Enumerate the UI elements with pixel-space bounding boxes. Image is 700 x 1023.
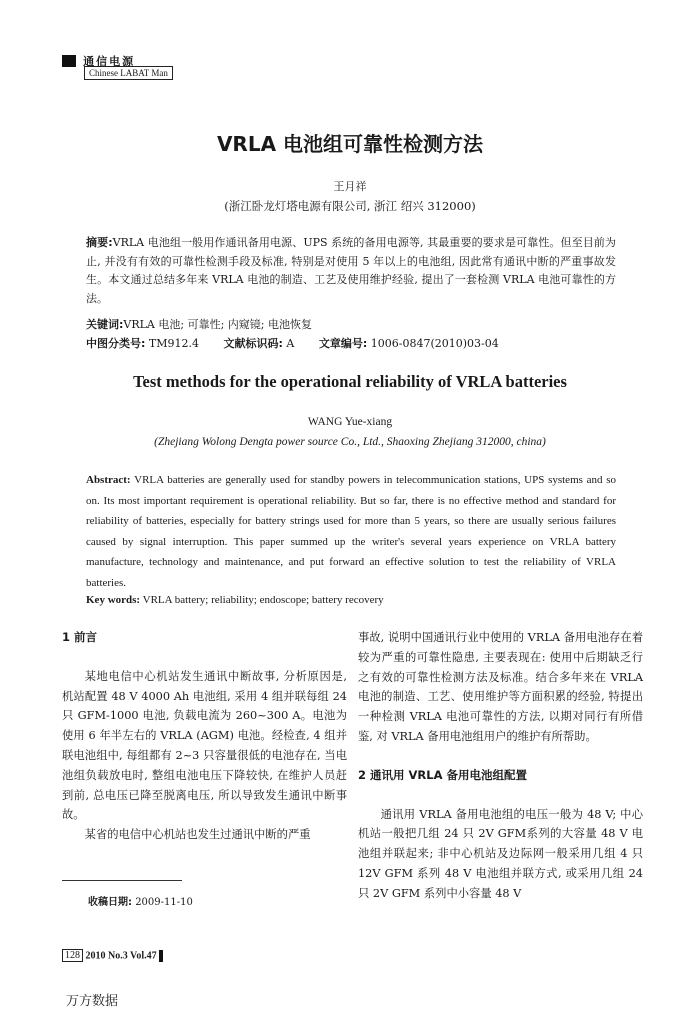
keywords-cn-label: 关键词: — [86, 318, 124, 331]
title-en: Test methods for the operational reliability of VRLA batteries — [133, 372, 567, 391]
keywords-en-text: VRLA battery; reliability; endoscope; battery recovery — [142, 594, 384, 606]
watermark: 万方数据 — [66, 994, 119, 1009]
journal-english-name: Chinese LABAT Man — [84, 66, 173, 80]
abstract-en — [86, 470, 616, 593]
doc-code-label: 文献标识码: — [223, 337, 283, 350]
keywords-en-label: Key words: — [86, 594, 141, 606]
logo-mark-icon — [62, 55, 76, 67]
body-column-right — [358, 628, 643, 904]
section-1-paragraph-1: 某地电信中心机站发生通讯中断故事, 分析原因是, 机站配置 48 V 4000 Ah 电池组, 采用 4 组并联每组 24 只 GFM-1000 电池, 负载电流为 260~300 A。电池为使用 6 年半左右的 VRLA (AGM) 电池。经检查, 4 组并联电池组中, 每组都有 2~3 只容量很低的电池存在, 当电池组负载放电时, 整组电池电压下降较快, 在维护人员赶到前, 总电压已降至脱离电压, 所以导致发生通讯中断事故。 — [62, 669, 347, 822]
footnote-rule — [62, 880, 182, 881]
author-cn: 王月祥 — [333, 180, 367, 193]
page-number: 128 — [62, 949, 83, 962]
abstract-en-label: Abstract: — [86, 474, 131, 486]
badge-bar-icon — [159, 950, 163, 962]
section-1-paragraph-2: 某省的电信中心机站也发生过通讯中断的严重 — [84, 828, 311, 842]
body-column-left — [62, 628, 347, 845]
keywords-en — [86, 594, 616, 606]
section-1-heading: 1 前言 — [62, 630, 98, 644]
clc-label: 中图分类号: — [86, 337, 146, 350]
section-1-paragraph-3: 事故, 说明中国通讯行业中使用的 VRLA 备用电池存在着较为严重的可靠性隐患, 主要表现在: 使用中后期缺乏行之有效的可靠性检测方法及标准。结合多年来在 VRLA 电池的制造、工艺、使用维护等方面积累的经验, 特提出一种检测 VRLA 电池可靠性的方法, 以期对同行有所借鉴, 对 VRLA 备用电池组用户的维护有所帮助。 — [358, 631, 643, 743]
abstract-cn — [86, 234, 616, 308]
footnote — [88, 893, 193, 908]
article-no-value: 1006-0847(2010)03-04 — [370, 337, 499, 350]
article-no-label: 文章编号: — [318, 337, 368, 350]
abstract-cn-text: VRLA 电池组一般用作通讯备用电源、UPS 系统的备用电源等, 其最重要的要求是可靠性。但至目前为止, 并没有有效的可靠性检测手段及标准, 特别是对使用 5 年以上的电池组, 因此常有通讯中断的严重事故发生。本文通过总结多年来 VRLA 电池的制造、工艺及使用维护经验, 提出了一套检测 VRLA 电池可靠性的方法。 — [86, 236, 616, 305]
affiliation-en: (Zhejiang Wolong Dengta power source Co., Ltd., Shaoxing Zhejiang 312000, china) — [154, 436, 546, 448]
classification-line — [86, 335, 626, 351]
keywords-cn — [86, 316, 626, 332]
author-en: WANG Yue-xiang — [307, 416, 393, 428]
issue-info: 2010 No.3 Vol.47 — [85, 950, 157, 962]
abstract-cn-label: 摘要: — [86, 236, 113, 249]
page-badge — [62, 950, 163, 962]
section-2-heading: 2 通讯用 VRLA 备用电池组配置 — [358, 767, 527, 782]
received-date: 2009-11-10 — [135, 897, 193, 908]
clc-value: TM912.4 — [148, 337, 199, 350]
affiliation-cn: (浙江卧龙灯塔电源有限公司, 浙江 绍兴 312000) — [224, 199, 476, 213]
doc-code-value: A — [286, 337, 295, 350]
title-cn: VRLA 电池组可靠性检测方法 — [216, 132, 484, 156]
journal-logo — [62, 50, 182, 68]
keywords-cn-text: VRLA 电池; 可靠性; 内窥镜; 电池恢复 — [123, 318, 312, 331]
section-2-paragraph-1: 通讯用 VRLA 备用电池组的电压一般为 48 V; 中心机站一般把几组 24 只 2V GFM系列的大容量 48 V 电池组并联起来; 非中心机站及边际网一般采用几组 4 只 12V GFM 系列 48 V 电池组并联方式, 或采用几组 24 只 2V GFM 系列中小容量 48 V — [358, 807, 643, 900]
abstract-en-text: VRLA batteries are generally used for standby powers in telecommunication stations, UPS systems and so on. Its most important requirement is operational reliability. But so far, there is no effective method and standard for reliability of batteries, especially for battery strings used for more than 5 years, so there are usually serious failures caused by signal interruption. This paper summed up the writer's several years experience on VRLA battery manufacture, technology and maintenance, and put forward an effective solution to test the reliability of VRLA batteries. — [86, 474, 617, 589]
received-label: 收稿日期: — [88, 897, 132, 908]
journal-logo-text: 通信电源 — [83, 54, 136, 68]
